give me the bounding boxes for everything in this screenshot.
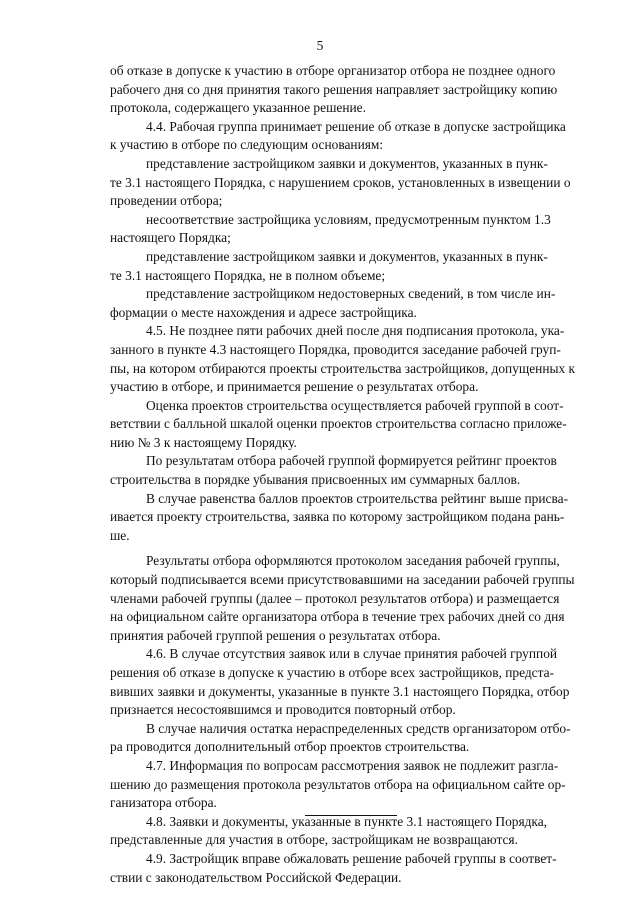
text-line: 4.9. Застройщик вправе обжаловать решение рабочей группы в соответ- (146, 850, 557, 866)
text-line: 4.6. В случае отсутствия заявок или в случае принятия рабочей группой (146, 646, 558, 662)
text-line: проведении отбора; (110, 193, 223, 209)
page-number: 5 (316, 38, 324, 53)
text-line: Результаты отбора оформляются протоколом заседания рабочей группы, (146, 553, 560, 569)
text-line: несоответствие застройщика условиям, предусмотренным пунктом 1.3 (146, 211, 551, 227)
text-line: строительства в порядке убывания присвоенных им суммарных баллов. (110, 472, 521, 488)
text-line: шению до размещения протокола результатов отбора на официальном сайте ор- (110, 776, 566, 792)
text-line: Оценка проектов строительства осуществляется рабочей группой в соот- (146, 397, 564, 413)
text-line: принятия рабочей группой решения о результатах отбора. (110, 627, 441, 643)
text-line: те 3.1 настоящего Порядка, с нарушением сроков, установленных в извещении о (110, 174, 571, 190)
text-line: рабочего дня со дня принятия такого решения направляет застройщику копию (110, 81, 558, 97)
end-rule (305, 815, 397, 816)
text-line: вивших заявки и документы, указанные в пункте 3.1 настоящего Порядка, отбор (110, 683, 570, 699)
text-line: ствии с законодательством Российской Федерации. (110, 869, 402, 885)
text-line: представление застройщиком заявки и документов, указанных в пунк- (146, 248, 548, 264)
text-line: представление застройщиком заявки и документов, указанных в пунк- (146, 155, 548, 171)
text-line: нию № 3 к настоящему Порядку. (110, 434, 297, 450)
text-line: представленные для участия в отборе, застройщикам не возвращаются. (110, 832, 518, 848)
document-body (110, 62, 576, 887)
text-line: занного в пункте 4.3 настоящего Порядка, проводится заседание рабочей груп- (110, 341, 561, 357)
text-line: протокола, содержащего указанное решение. (110, 100, 366, 116)
text-line: об отказе в допуске к участию в отборе организатор отбора не позднее одного (110, 63, 556, 78)
paragraph-gap (110, 545, 528, 552)
text-line: участию в отборе, и принимается решение о результатах отбора. (110, 379, 479, 395)
text-line: ра проводится дополнительный отбор проектов строительства. (110, 739, 470, 755)
text-line: ганизатора отбора. (110, 795, 217, 811)
text-line: представление застройщиком недостоверных сведений, в том числе ин- (146, 286, 556, 302)
text-line: ше. (110, 527, 130, 543)
text-line: пы, на котором отбираются проекты строительства застройщиков, допущенных к (110, 360, 576, 376)
text-line: ивается проекту строительства, заявка по которому застройщиком подана рань- (110, 509, 565, 525)
text-line: 4.4. Рабочая группа принимает решение об отказе в допуске застройщика (146, 118, 566, 134)
text-line: признается несостоявшимся и проводится повторный отбор. (110, 702, 456, 718)
text-line: 4.8. Заявки и документы, указанные в пункте 3.1 настоящего Порядка, (146, 813, 548, 829)
text-line: В случае равенства баллов проектов строительства рейтинг выше присва- (146, 490, 569, 506)
text-line: 4.7. Информация по вопросам рассмотрения заявок не подлежит разгла- (146, 757, 559, 773)
text-line: те 3.1 настоящего Порядка, не в полном объеме; (110, 267, 386, 283)
text-line: членами рабочей группы (далее – протокол результатов отбора) и размещается (110, 590, 560, 606)
text-line: к участию в отборе по следующим основаниям: (110, 137, 384, 153)
text-line: ветствии с балльной шкалой оценки проектов строительства согласно приложе- (110, 416, 567, 432)
text-line: По результатам отбора рабочей группой формируется рейтинг проектов (146, 453, 557, 469)
text-line: который подписывается всеми присутствовавшими на заседании рабочей группы (110, 572, 575, 588)
text-line: 4.5. Не позднее пяти рабочих дней после дня подписания протокола, ука- (146, 323, 565, 339)
text-line: формации о месте нахождения и адресе застройщика. (110, 304, 417, 320)
text-line: В случае наличия остатка нераспределенных средств организатором отбо- (146, 720, 571, 736)
text-line: на официальном сайте организатора отбора в течение трех рабочих дней со дня (110, 609, 565, 625)
text-line: решения об отказе в допуске к участию в отборе всех застройщиков, предста- (110, 665, 555, 680)
text-line: настоящего Порядка; (110, 230, 231, 246)
